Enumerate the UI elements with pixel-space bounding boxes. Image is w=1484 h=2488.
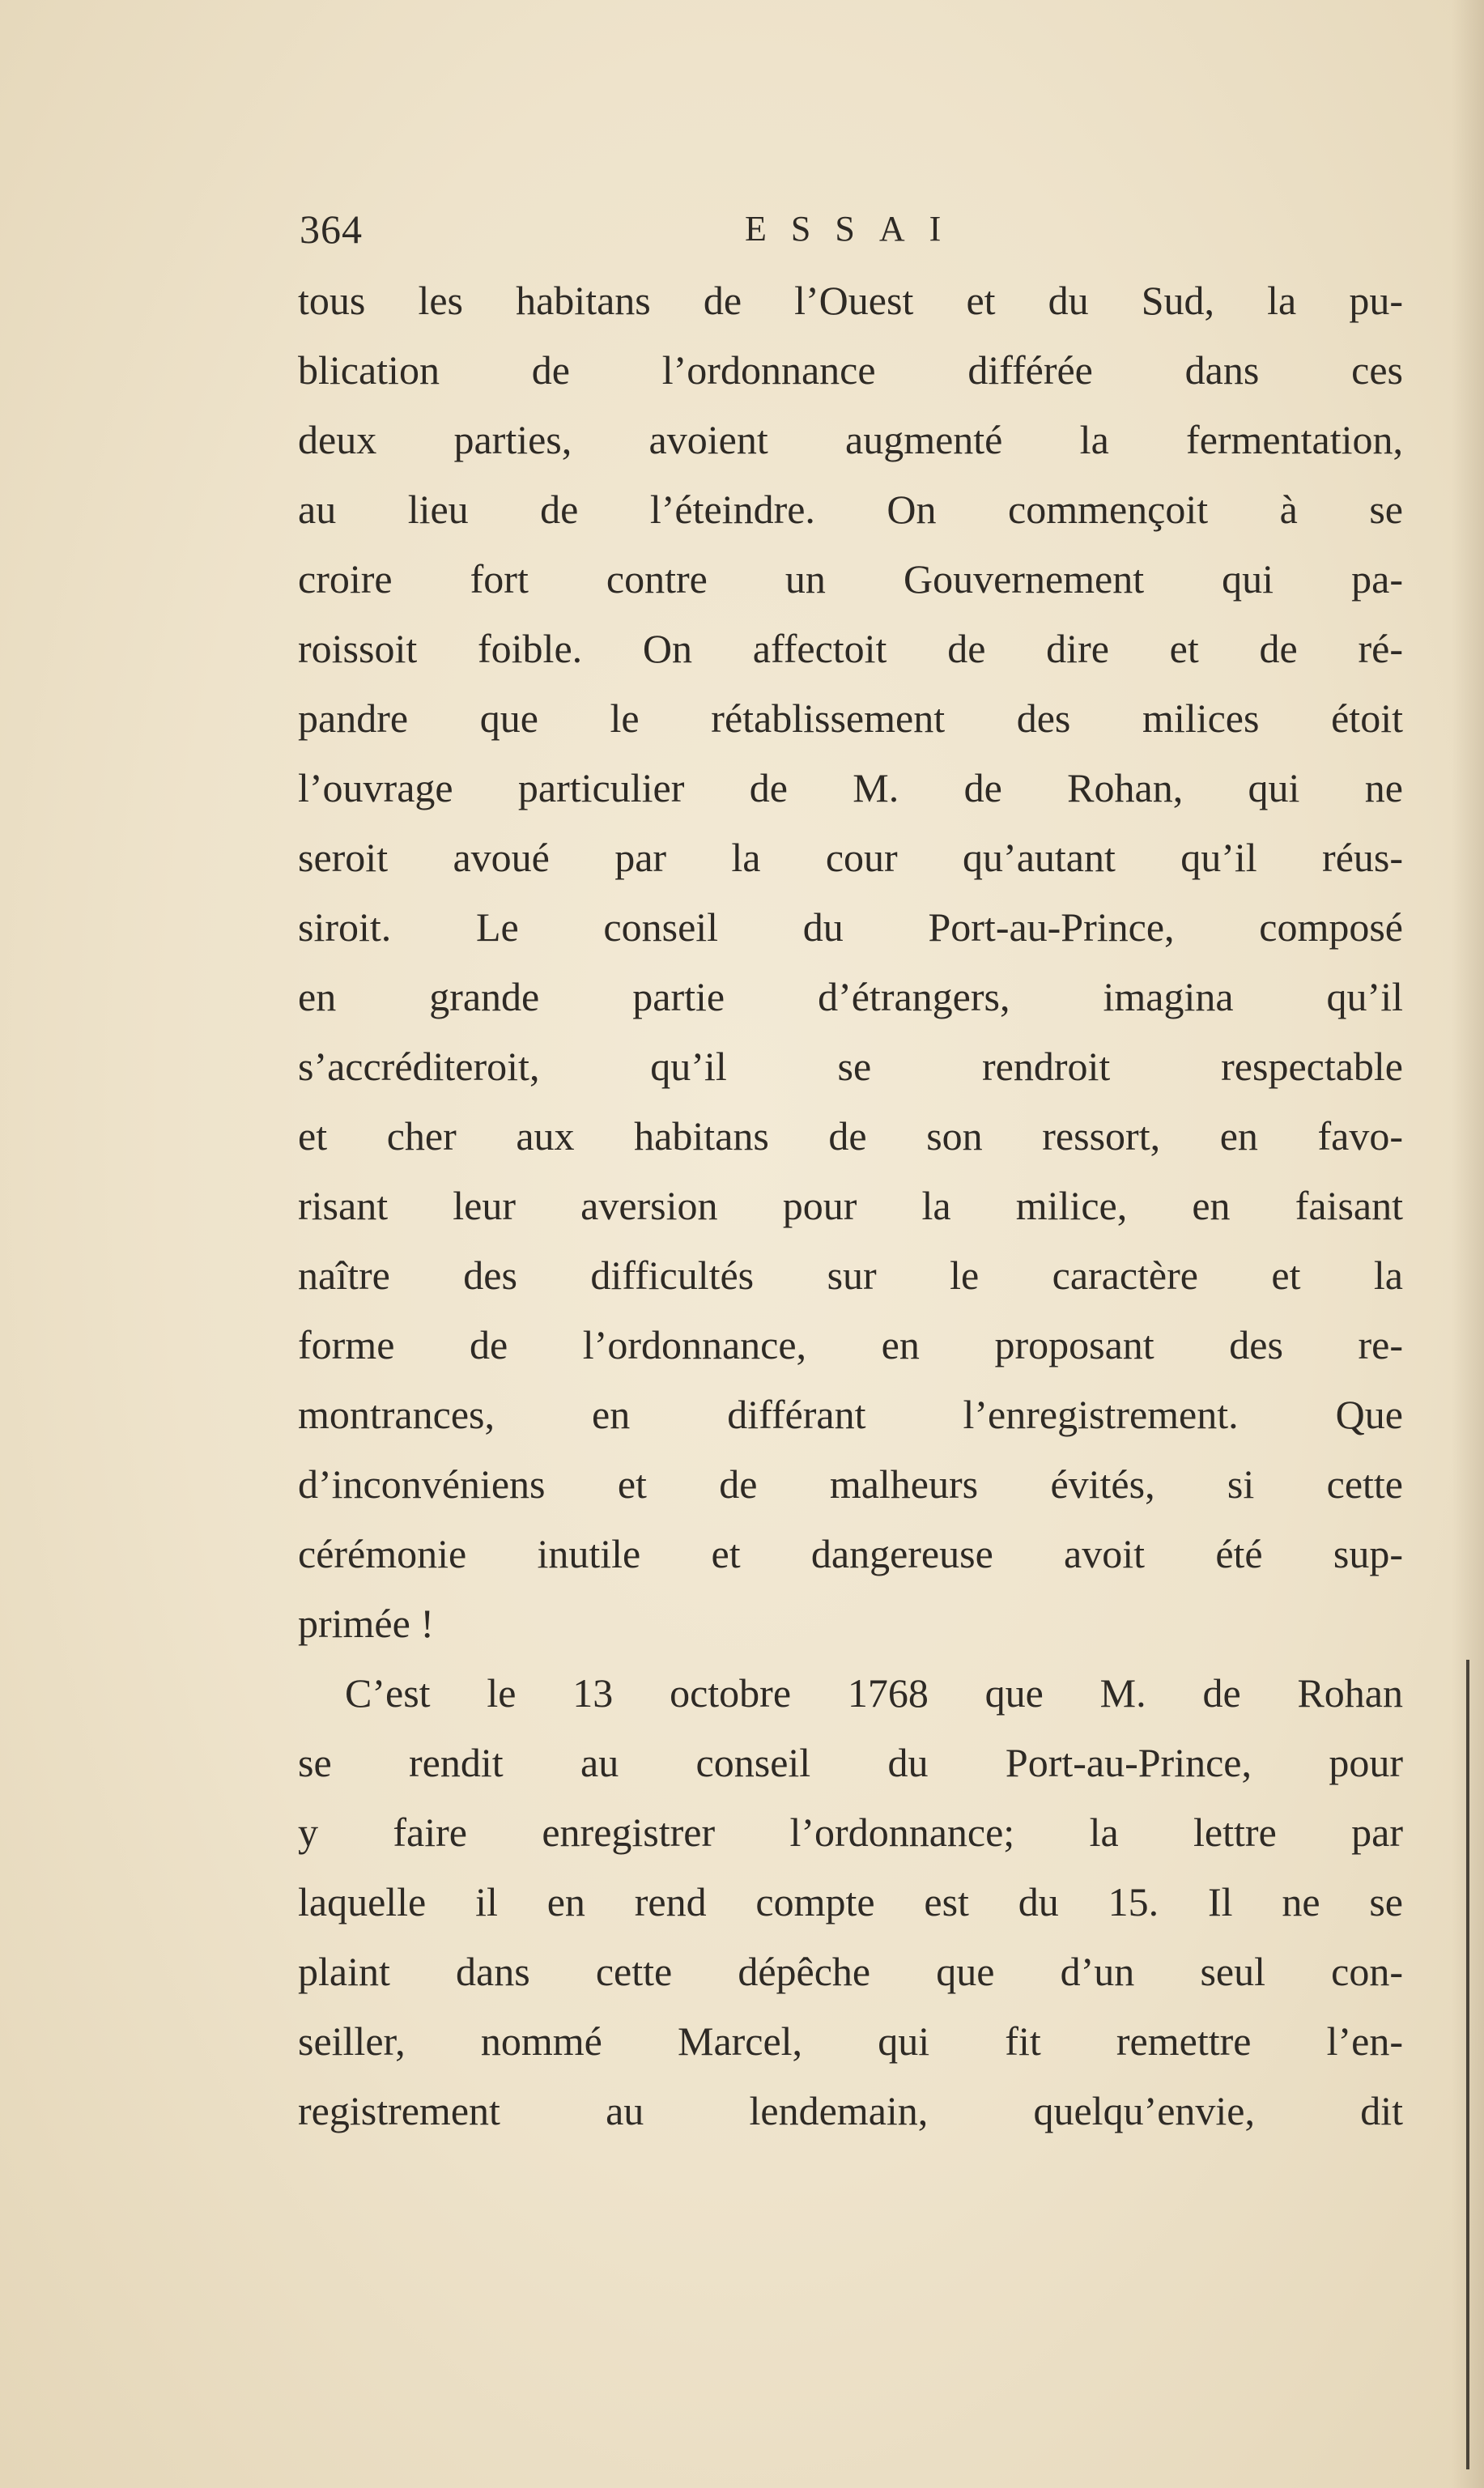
text-line: laquelle il en rend compte est du 15. Il ne se <box>298 1879 1403 1924</box>
paragraph-start-line: C’est le 13 octobre 1768 que M. de Rohan <box>345 1670 1403 1716</box>
text-line: blication de l’ordonnance différée dans ces <box>298 347 1403 393</box>
text-line: naître des difficultés sur le caractère et la <box>298 1253 1403 1298</box>
paragraph-end-line: primée ! <box>298 1601 434 1646</box>
text-line: y faire enregistrer l’ordonnance; la lettre par <box>298 1810 1403 1855</box>
running-title: ESSAI <box>745 209 966 249</box>
text-line: deux parties, avoient augmenté la fermentation, <box>298 417 1403 462</box>
text-line: croire fort contre un Gouvernement qui pa- <box>298 556 1403 602</box>
text-line: risant leur aversion pour la milice, en faisant <box>298 1183 1403 1228</box>
text-line: siroit. Le conseil du Port-au-Prince, composé <box>298 904 1403 950</box>
text-line: montrances, en différant l’enregistrement. Que <box>298 1392 1403 1437</box>
page-edge-line <box>1466 1660 1469 2469</box>
text-line: plaint dans cette dépêche que d’un seul con- <box>298 1949 1403 1994</box>
text-line: et cher aux habitans de son ressort, en favo- <box>298 1113 1403 1159</box>
text-line: roissoit foible. On affectoit de dire et de ré- <box>298 626 1403 671</box>
text-line: se rendit au conseil du Port-au-Prince, pour <box>298 1740 1403 1785</box>
page-number: 364 <box>300 206 363 252</box>
text-line: registrement au lendemain, quelqu’envie, dit <box>298 2088 1403 2133</box>
text-line: d’inconvéniens et de malheurs évités, si cette <box>298 1461 1403 1507</box>
page-header <box>300 201 1401 257</box>
text-line: l’ouvrage particulier de M. de Rohan, qui ne <box>298 765 1403 810</box>
text-line: au lieu de l’éteindre. On commençoit à se <box>298 487 1403 532</box>
text-line: seroit avoué par la cour qu’autant qu’il réus- <box>298 835 1403 880</box>
text-line: forme de l’ordonnance, en proposant des re- <box>298 1322 1403 1367</box>
text-line: tous les habitans de l’Ouest et du Sud, la pu- <box>298 278 1403 323</box>
body-text <box>298 266 1403 2133</box>
text-line: cérémonie inutile et dangereuse avoit été sup- <box>298 1531 1403 1576</box>
text-line: seiller, nommé Marcel, qui fit remettre l’en- <box>298 2018 1403 2064</box>
text-line: pandre que le rétablissement des milices étoit <box>298 695 1403 741</box>
text-line: en grande partie d’étrangers, imagina qu’il <box>298 974 1403 1019</box>
text-line: s’accréditeroit, qu’il se rendroit respectable <box>298 1044 1403 1089</box>
